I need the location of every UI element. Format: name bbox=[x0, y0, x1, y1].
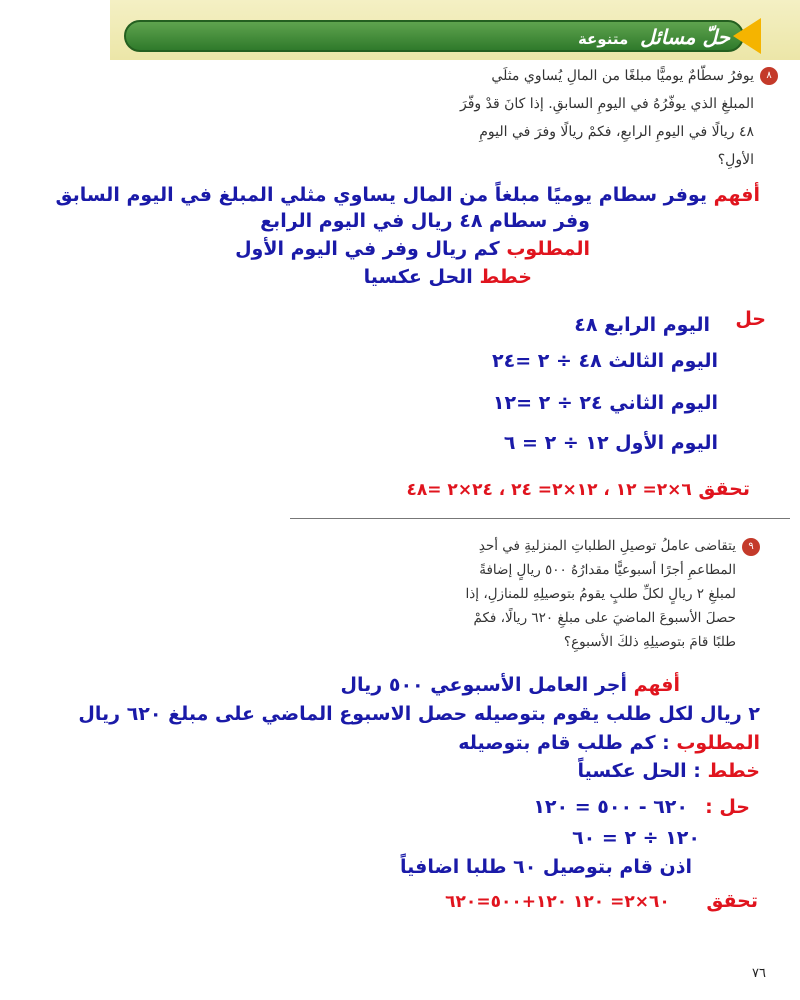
understand-line-2: ٢ ريال لكل طلب يقوم بتوصيله حصل الاسبوع الماضي على مبلغ ٦٢٠ ريال bbox=[78, 703, 760, 725]
check-label: تحقق bbox=[698, 478, 750, 500]
problem-line: ٨يوفرُ سطّامٌ يوميًّا مبلغًا من المالِ يُساوي مثلَي bbox=[318, 62, 778, 90]
problem-line: ٩يتقاضى عاملُ توصيلِ الطلباتِ المنزليةِ في أحدِ bbox=[390, 534, 760, 558]
problem-line: حصلَ الأسبوعَ الماضيَ على مبلغِ ٦٢٠ ريالًا، فكمْ bbox=[473, 610, 736, 626]
problem-line: المبلغِ الذي يوفّرُهُ في اليومِ السابقِ. إذا كانَ قدْ وفّرَ bbox=[460, 96, 754, 112]
plan-text: الحل عكسيا bbox=[363, 266, 473, 288]
solve-label: حل : bbox=[705, 796, 750, 818]
required-line bbox=[458, 732, 760, 754]
problem-1 bbox=[318, 62, 778, 174]
solution-step: ١٢٠ ÷ ٢ = ٦٠ bbox=[572, 827, 700, 849]
understand-label: أفهم bbox=[633, 674, 680, 696]
check-text: ٦٠×٢= ١٢٠ ١٢٠+٥٠٠=٦٢٠ bbox=[445, 892, 670, 912]
solution-step: اليوم الثاني ٢٤ ÷ ٢ =١٢ bbox=[492, 392, 718, 414]
problem-2 bbox=[390, 534, 760, 654]
plan-label: خطط bbox=[479, 266, 532, 288]
understand-line-2: وفر سطام ٤٨ ريال في اليوم الرابع bbox=[260, 210, 590, 232]
understand-label: أفهم bbox=[713, 184, 760, 206]
required-text: : كم طلب قام بتوصيله bbox=[458, 732, 670, 754]
problem-line: طلبًا قامَ بتوصيلِهِ ذلكَ الأسبوعِ؟ bbox=[563, 634, 736, 650]
plan-text: : الحل عكسياً bbox=[577, 760, 701, 782]
page-number: ٧٦ bbox=[752, 966, 766, 981]
solution-step: اذن قام بتوصيل ٦٠ طلبا اضافياً bbox=[399, 856, 692, 878]
problem-line: الأولِ؟ bbox=[717, 152, 754, 168]
solution-step: اليوم الرابع ٤٨ bbox=[574, 314, 710, 336]
check-line bbox=[406, 478, 750, 500]
plan-line bbox=[364, 266, 532, 288]
check-line bbox=[445, 890, 758, 912]
solve-label: حل bbox=[735, 308, 766, 330]
problem-number-badge: ٩ bbox=[742, 538, 760, 556]
divider bbox=[290, 518, 790, 519]
arrow-marker-icon bbox=[733, 18, 761, 54]
section-title-sub: متنوعة bbox=[577, 30, 629, 48]
required-line bbox=[235, 238, 590, 260]
plan-line bbox=[577, 760, 760, 782]
solution-step: ٦٢٠ - ٥٠٠ = ١٢٠ bbox=[533, 796, 688, 818]
required-label: المطلوب bbox=[676, 732, 760, 754]
required-text: كم ريال وفر في اليوم الأول bbox=[235, 238, 500, 260]
plan-label: خطط bbox=[707, 760, 760, 782]
check-label: تحقق bbox=[706, 890, 758, 912]
solution-step: اليوم الأول ١٢ ÷ ٢ = ٦ bbox=[503, 432, 718, 454]
problem-number-badge: ٨ bbox=[760, 67, 778, 85]
understand-text: أجر العامل الأسبوعي ٥٠٠ ريال bbox=[340, 674, 627, 696]
understand-line bbox=[55, 184, 760, 206]
required-label: المطلوب bbox=[506, 238, 590, 260]
section-title bbox=[578, 22, 730, 52]
section-title-main: حلّ مسائل bbox=[640, 25, 730, 49]
understand-line bbox=[341, 674, 680, 696]
problem-line: لمبلغِ ٢ ريالٍ لكلِّ طلبٍ يقومُ بتوصيلِهِ للمنازلِ، إذا bbox=[465, 586, 736, 602]
problem-line: المطاعمِ أجرًا أسبوعيًّا مقدارُهُ ٥٠٠ ريالٍ إضافةً bbox=[479, 562, 736, 578]
check-text: ٦×٢= ١٢ ، ١٢×٢= ٢٤ ، ٢٤×٢ =٤٨ bbox=[406, 480, 692, 500]
understand-text: يوفر سطام يوميًا مبلغاً من المال يساوي مثلي المبلغ في اليوم السابق bbox=[55, 184, 707, 206]
problem-line: ٤٨ ريالًا في اليومِ الرابعِ، فكمْ ريالًا وفرَ في اليومِ bbox=[479, 124, 754, 140]
solution-step: اليوم الثالث ٤٨ ÷ ٢ =٢٤ bbox=[492, 350, 718, 372]
